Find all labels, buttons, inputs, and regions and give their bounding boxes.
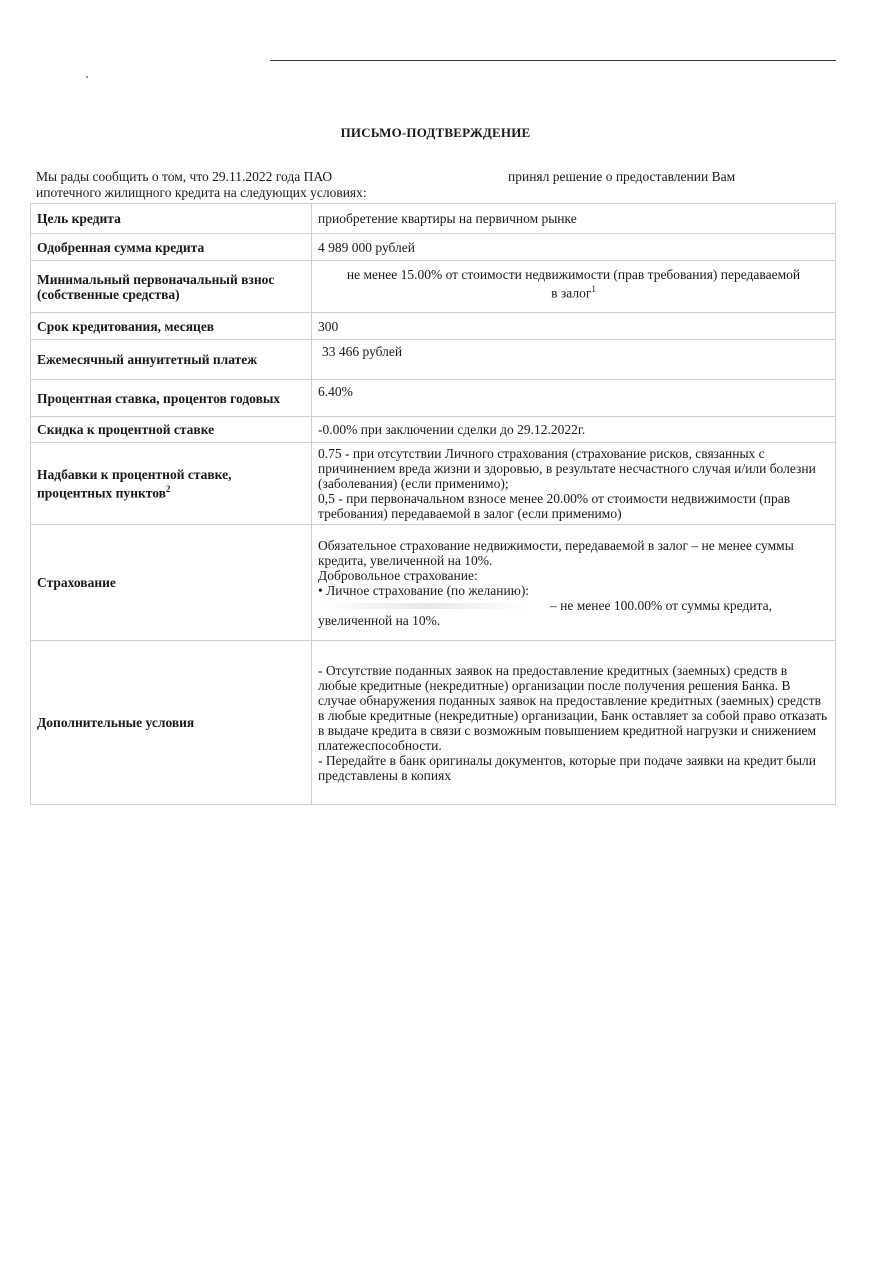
label-term: Срок кредитования, месяцев bbox=[31, 313, 312, 340]
intro-paragraph bbox=[36, 169, 836, 201]
surcharges-label-text: Надбавки к процентной ставке, процентных пунктов bbox=[37, 466, 232, 501]
down-payment-line1: не менее 15.00% от стоимости недвижимости (прав требования) передаваемой bbox=[346, 267, 801, 282]
value-purpose: приобретение квартиры на первичном рынке bbox=[312, 204, 836, 234]
row-additional bbox=[31, 641, 836, 805]
insurance-personal: • Личное страхование (по желанию): bbox=[318, 582, 530, 598]
loan-terms-table bbox=[30, 203, 836, 805]
row-monthly-payment bbox=[31, 340, 836, 380]
rate-value: 6.40% bbox=[318, 384, 353, 399]
intro-line1-left: Мы рады сообщить о том, что 29.11.2022 года ПАО bbox=[36, 169, 333, 184]
label-amount: Одобренная сумма кредита bbox=[31, 234, 312, 261]
insurance-coverage-text: – не менее 100.00% от суммы кредита, bbox=[550, 597, 772, 613]
value-amount: 4 989 000 рублей bbox=[312, 234, 836, 261]
row-discount bbox=[31, 417, 836, 443]
additional-condition-1: - Отсутствие поданных заявок на предоставление кредитных (заемных) средств в любые кредитные (некредитные) организации после получения решения Банка. В случае обнаружения поданных заявок на предоставление кредитных (заемных) средств в любые кредитные (некредитные) организации, Банк оставляет за собой право отказать в выдаче кредита в связи с возможным повышением кредитной нагрузки и снижением платежеспособности. bbox=[318, 662, 828, 753]
value-down-payment bbox=[312, 261, 836, 313]
label-rate: Процентная ставка, процентов годовых bbox=[31, 380, 312, 417]
row-amount bbox=[31, 234, 836, 261]
label-insurance: Страхование bbox=[31, 525, 312, 641]
footnote-2: 2 bbox=[165, 483, 171, 494]
row-rate bbox=[31, 380, 836, 417]
insurance-mandatory: Обязательное страхование недвижимости, передаваемой в залог – не менее суммы кредита, увеличенной на 10%. bbox=[318, 537, 794, 568]
label-additional: Дополнительные условия bbox=[31, 641, 312, 805]
top-divider bbox=[270, 60, 836, 61]
intro-line2: ипотечного жилищного кредита на следующих условиях: bbox=[36, 185, 367, 200]
label-down-payment: Минимальный первоначальный взнос (собственные средства) bbox=[31, 261, 312, 313]
row-purpose bbox=[31, 204, 836, 234]
value-discount: -0.00% при заключении сделки до 29.12.2022г. bbox=[312, 417, 836, 443]
insurance-coverage-tail: увеличенной на 10%. bbox=[318, 612, 441, 628]
value-monthly-payment bbox=[312, 340, 836, 380]
row-insurance bbox=[31, 525, 836, 641]
insurance-coverage-line bbox=[318, 598, 829, 613]
value-additional bbox=[312, 641, 836, 805]
value-term: 300 bbox=[312, 313, 836, 340]
scan-speck bbox=[86, 76, 88, 78]
value-rate bbox=[312, 380, 836, 417]
document-title: ПИСЬМО-ПОДТВЕРЖДЕНИЕ bbox=[340, 125, 531, 140]
intro-line1-right: принял решение о предоставлении Вам bbox=[508, 169, 736, 184]
surcharge-down-payment: 0,5 - при первоначальном взносе менее 20.00% от стоимости недвижимости (прав требования) передаваемой в залог (если применимо) bbox=[318, 491, 791, 521]
additional-condition-2: - Передайте в банк оригиналы документов, которые при подаче заявки на кредит были представлены в копиях bbox=[318, 752, 817, 783]
value-surcharges bbox=[312, 443, 836, 525]
down-payment-line2: в залог bbox=[551, 285, 592, 301]
row-surcharges bbox=[31, 443, 836, 525]
row-down-payment bbox=[31, 261, 836, 313]
monthly-payment-amount: 33 466 рублей bbox=[322, 344, 403, 359]
row-term bbox=[31, 313, 836, 340]
label-purpose: Цель кредита bbox=[31, 204, 312, 234]
label-discount: Скидка к процентной ставке bbox=[31, 417, 312, 443]
value-insurance bbox=[312, 525, 836, 641]
redacted-text bbox=[322, 603, 532, 609]
label-surcharges bbox=[31, 443, 312, 525]
insurance-voluntary-heading: Добровольное страхование: bbox=[318, 567, 478, 583]
surcharge-personal-insurance: 0.75 - при отсутствии Личного страхования (страхование рисков, связанных с причинением вреда жизни и здоровью, в результате несчастного случая и/или болезни (заболевания) (если применимо); bbox=[318, 446, 816, 491]
label-monthly-payment: Ежемесячный аннуитетный платеж bbox=[31, 340, 312, 380]
footnote-1: 1 bbox=[591, 284, 596, 294]
